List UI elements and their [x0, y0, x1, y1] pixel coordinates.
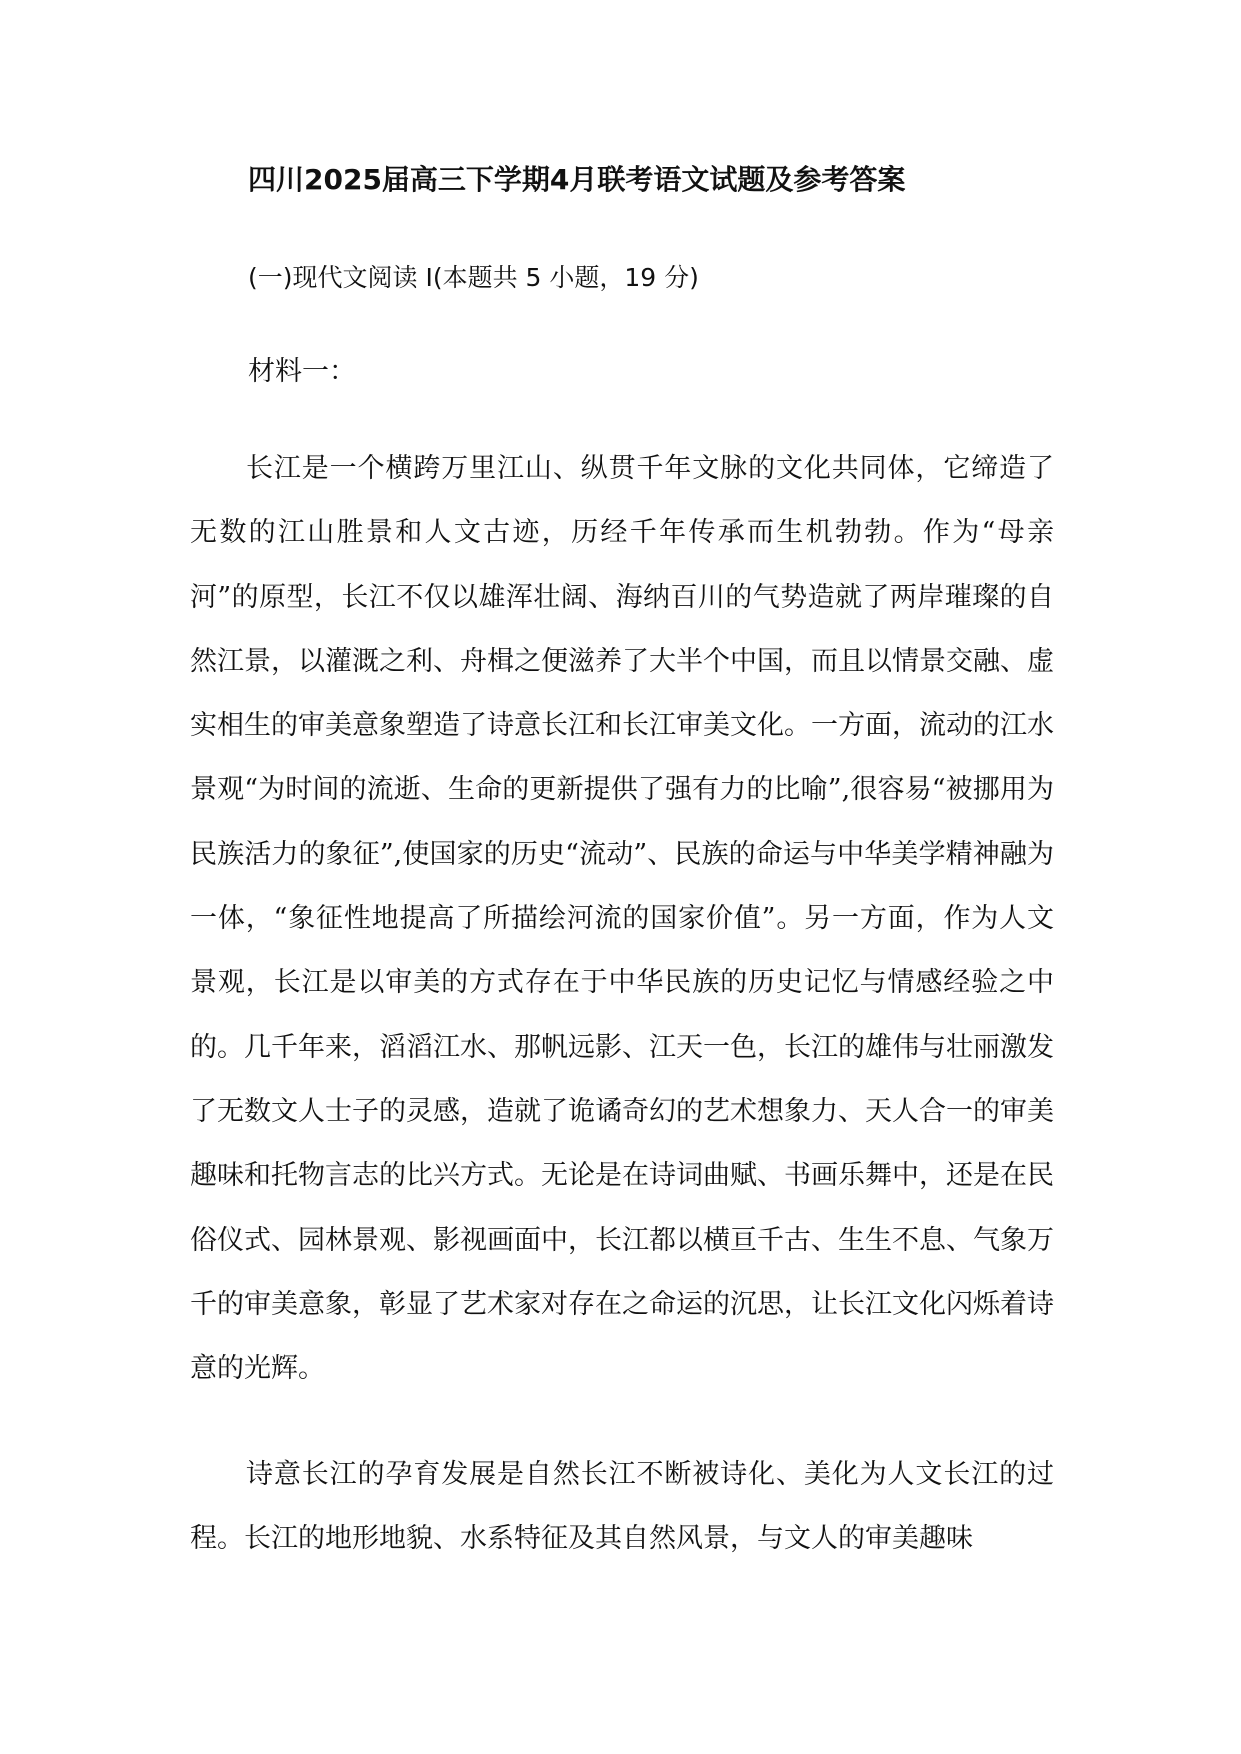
material-label: 材料一： [248, 356, 356, 387]
document-title: 四川2025届高三下学期4月联考语文试题及参考答案 [248, 163, 906, 196]
section-heading: (一)现代文阅读 I(本题共 5 小题，19 分) [248, 263, 699, 292]
paragraph-2: 诗意长江的孕育发展是自然长江不断被诗化、美化为人文长江的过程。长江的地形地貌、水系特征及其自然风景，与文人的审美趣味 [190, 1459, 1054, 1555]
paragraph-1: 长江是一个横跨万里江山、纵贯千年文脉的文化共同体，它缔造了无数的江山胜景和人文古迹，历经千年传承而生机勃勃。作为“母亲河”的原型，长江不仅以雄浑壮阔、海纳百川的气势造就了两岸璀璨的自然江景，以灌溉之利、舟楫之便滋养了大半个中国，而且以情景交融、虚实相生的审美意象塑造了诗意长江和长江审美文化。一方面，流动的江水景观“为时间的流逝、生命的更新提供了强有力的比喻”,很容易“被挪用为民族活力的象征”,使国家的历史“流动”、民族的命运与中华美学精神融为一体，“象征性地提高了所描绘河流的国家价值”。另一方面，作为人文景观，长江是以审美的方式存在于中华民族的历史记忆与情感经验之中的。几千年来，滔滔江水、那帆远影、江天一色，长江的雄伟与壮丽激发了无数文人士子的灵感，造就了诡谲奇幻的艺术想象力、天人合一的审美趣味和托物言志的比兴方式。无论是在诗词曲赋、书画乐舞中，还是在民俗仪式、园林景观、影视画面中，长江都以横亘千古、生生不息、气象万千的审美意象，彰显了艺术家对存在之命运的沉思，让长江文化闪烁着诗意的光辉。 [190, 453, 1054, 1385]
